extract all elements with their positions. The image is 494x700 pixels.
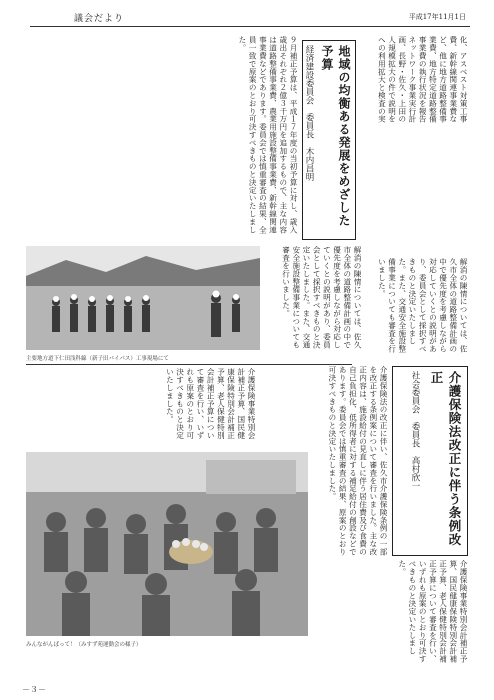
article2-title-box [392, 366, 468, 556]
section-divider [26, 364, 352, 365]
construction-site-illustration [26, 246, 260, 350]
photo2-caption: みんながんばって！（みすず苑運動会の様子） [26, 642, 142, 648]
article2-title: 介護保険法改正に伴う条例改正 [429, 371, 462, 547]
top-right-text: 化、アスベスト対策工事 費、新幹線関連事業費な ど、他に地方道路整備事 業費、地方特定道路整備 事業費の執行状況を報告 ネットワーク事業実行計 画、長野・佐久・上田の 人規模拡大の件で説明を への利用拡大と検査の実 [377, 36, 468, 123]
article2-body-left: 介護保険事業特別会計補正予算、国民健康保険特別会計補正予算、老人保健特別会計補正予算について審査を行い、いずれも原案のとおり可決すべきものと決定いたしました。 [165, 368, 256, 440]
article1-body-photo-side: 解消の陳情については、佐久市全体の道路整備計画の中で優先度を考慮しながら対応していくとの説明があり、委員会として採択すべきものと決定いたしました。また、交通安全施設整備事業についても審査を行いました。 [281, 246, 362, 349]
article1-title: 地域の均衡ある発展をめざした予算 [320, 45, 351, 227]
sports-day-illustration [26, 452, 308, 636]
issue-date: 平成17年11月1日 [408, 13, 466, 21]
article2-body-right: 介護保険事業特別会計補正予算、国民健康保険特別会計補正予算、老人保健特別会計補正予算について審査を行い、いずれも原案のとおり可決すべきものと決定いたしました。 [397, 560, 468, 663]
newsletter-title: 議会だより [70, 11, 128, 24]
page-number: －３－ [22, 685, 46, 694]
article1-committee: 経済建設委員会 委員長 木内昌明 [304, 45, 314, 181]
article1-body-left: ９月補正予算は、平成１７年度の当初予算に対し、歳入歳出それぞれ２億３千万円を追加するもので、主な内容は道路整備事業費、農業用施設整備事業費、新幹線関連事業費などであります。委員会では慎重審査の結果、全員一致で原案のとおり可決すべきものと決定いたしました。 [237, 36, 298, 234]
article2-committee: 社会委員会 委員長 高村欣一 [410, 371, 420, 490]
article1-title-box [302, 40, 356, 240]
construction-site-photo [26, 246, 260, 350]
photo1-caption: 主要地方道下仁田浅科線（新子田バイパス）工事現場にて [26, 356, 169, 362]
page-header [30, 12, 470, 27]
article1-body-right: 解消の陳情については、佐久市全体の道路整備計画の中で優先度を考慮しながら対応していくとの説明があり、委員会として採択すべきものと決定いたしました。また、交通安全施設整備事業についても審査を行いました。 [377, 258, 468, 353]
article2-body: 介護保険法の改正に伴い、佐久市介護保険条例の一部を改正する条例案について審査を行いました。主な改正内容は、施設給付の見直しに伴う居住費及び食費の自己負担化、低所得者に対する補足給付の創設などであります。委員会では慎重審査の結果、原案のとおり可決すべきものと決定いたしました。 [327, 366, 388, 556]
sports-day-photo [26, 452, 308, 636]
